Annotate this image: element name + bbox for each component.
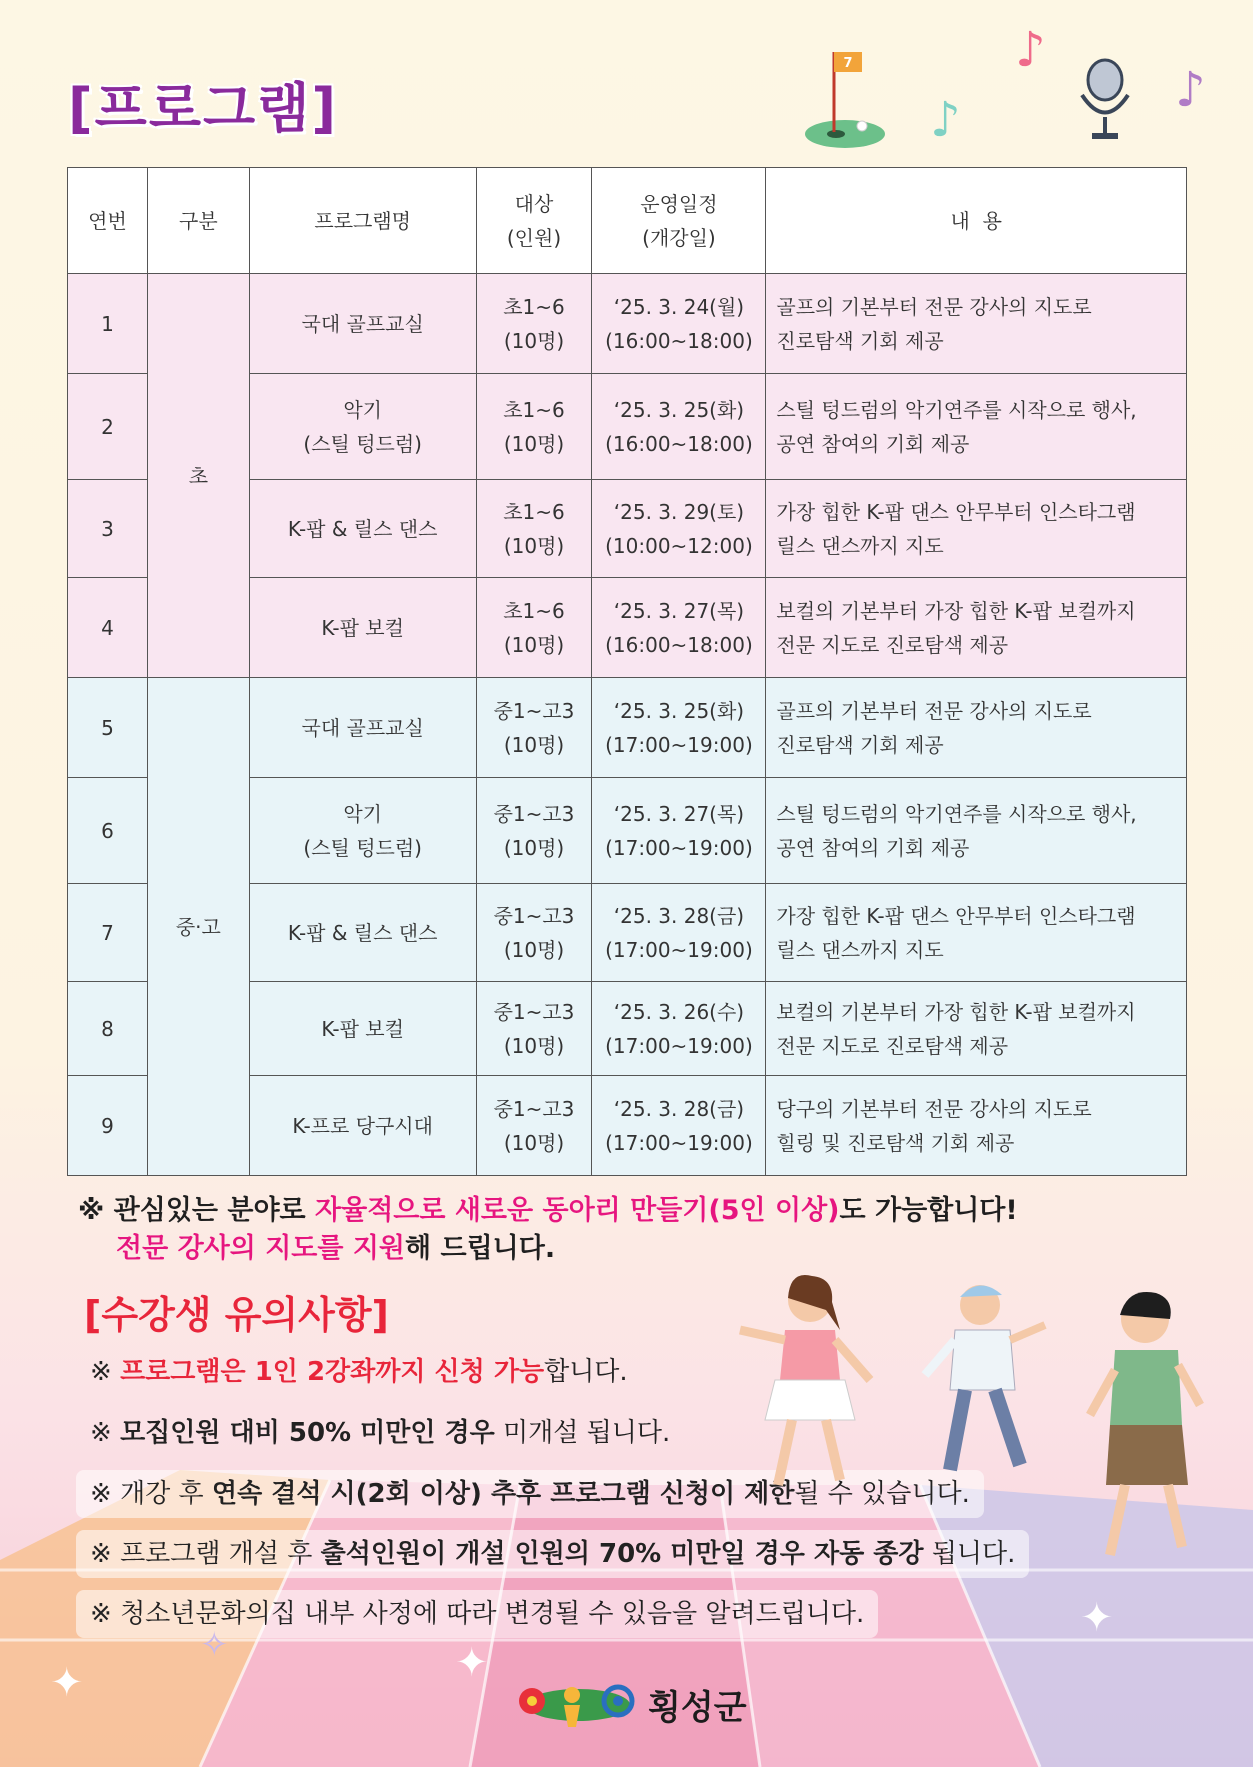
schedule: ‘25. 3. 24(월) (16:00~18:00)	[592, 274, 766, 374]
program-name: 악기 (스틸 텅드럼)	[249, 374, 476, 480]
dancer-boy-illustration	[1070, 1285, 1210, 1575]
header-target: 대상 (인원)	[476, 168, 592, 274]
group-middle-high: 중·고	[147, 678, 249, 1176]
table-row	[68, 274, 1187, 374]
program-name: K-팝 보컬	[249, 578, 476, 678]
notice-line-1: ※ 관심있는 분야로 자율적으로 새로운 동아리 만들기(5인 이상)도 가능합니다!	[78, 1195, 1018, 1226]
caution-item: ※ 프로그램 개설 후 출석인원이 개설 인원의 70% 미만일 경우 자동 종강 됩니다.	[76, 1530, 1029, 1578]
cautions-title: [수강생 유의사항]	[84, 1293, 389, 1337]
schedule: ‘25. 3. 26(수) (17:00~19:00)	[592, 982, 766, 1076]
row-no: 4	[68, 578, 148, 678]
header-content: 내 용	[766, 168, 1187, 274]
schedule: ‘25. 3. 27(목) (16:00~18:00)	[592, 578, 766, 678]
page-title: [프로그램]	[68, 77, 339, 140]
golf-flag-icon	[800, 48, 890, 153]
program-name: K-팝 & 릴스 댄스	[249, 884, 476, 982]
target: 중1~고3 (10명)	[476, 1076, 592, 1176]
sparkle-icon: ✦	[50, 1660, 84, 1706]
target: 초1~6 (10명)	[476, 374, 592, 480]
dancer-girl-illustration	[730, 1270, 890, 1510]
content: 보컬의 기본부터 가장 힙한 K-팝 보컬까지 전문 지도로 진로탐색 제공	[766, 982, 1187, 1076]
header-program-name: 프로그램명	[249, 168, 476, 274]
header-no: 연번	[68, 168, 148, 274]
program-name: 국대 골프교실	[249, 274, 476, 374]
table-header-row	[68, 168, 1187, 274]
program-table	[67, 167, 1187, 1176]
caution-item: ※ 모집인원 대비 50% 미만인 경우 미개설 됩니다.	[90, 1418, 671, 1448]
target: 초1~6 (10명)	[476, 274, 592, 374]
schedule: ‘25. 3. 25(화) (16:00~18:00)	[592, 374, 766, 480]
row-no: 5	[68, 678, 148, 778]
hoengseong-logo	[510, 1675, 640, 1733]
target: 중1~고3 (10명)	[476, 778, 592, 884]
club-notice	[78, 1192, 1018, 1268]
schedule: ‘25. 3. 27(목) (17:00~19:00)	[592, 778, 766, 884]
schedule: ‘25. 3. 28(금) (17:00~19:00)	[592, 884, 766, 982]
row-no: 2	[68, 374, 148, 480]
music-note-icon: ♪	[1015, 22, 1046, 78]
row-no: 8	[68, 982, 148, 1076]
target: 중1~고3 (10명)	[476, 884, 592, 982]
target: 중1~고3 (10명)	[476, 982, 592, 1076]
program-name: K-프로 당구시대	[249, 1076, 476, 1176]
target: 초1~6 (10명)	[476, 578, 592, 678]
program-name: 악기 (스틸 텅드럼)	[249, 778, 476, 884]
notice-line-2: 전문 강사의 지도를 지원해 드립니다.	[116, 1233, 556, 1264]
content: 당구의 기본부터 전문 강사의 지도로 힐링 및 진로탐색 기회 제공	[766, 1076, 1187, 1176]
content: 보컬의 기본부터 가장 힙한 K-팝 보컬까지 전문 지도로 진로탐색 제공	[766, 578, 1187, 678]
microphone-icon	[1070, 55, 1140, 145]
group-elementary: 초	[147, 274, 249, 678]
flag-number: 7	[843, 56, 853, 71]
schedule: ‘25. 3. 25(화) (17:00~19:00)	[592, 678, 766, 778]
sparkle-icon: ✦	[455, 1640, 489, 1686]
row-no: 6	[68, 778, 148, 884]
caution-item: ※ 프로그램은 1인 2강좌까지 신청 가능합니다.	[90, 1357, 628, 1387]
schedule: ‘25. 3. 28(금) (17:00~19:00)	[592, 1076, 766, 1176]
sparkle-icon: ✦	[1080, 1595, 1114, 1641]
program-name: K-팝 & 릴스 댄스	[249, 480, 476, 578]
header-schedule: 운영일정 (개강일)	[592, 168, 766, 274]
row-no: 7	[68, 884, 148, 982]
sparkle-icon: ✧	[200, 1625, 229, 1665]
row-no: 9	[68, 1076, 148, 1176]
content: 스틸 텅드럼의 악기연주를 시작으로 행사, 공연 참여의 기회 제공	[766, 374, 1187, 480]
dancer-boy-illustration	[910, 1275, 1050, 1485]
program-name: K-팝 보컬	[249, 982, 476, 1076]
header-category: 구분	[147, 168, 249, 274]
org-name: 횡성군	[648, 1688, 747, 1728]
caution-item: ※ 청소년문화의집 내부 사정에 따라 변경될 수 있음을 알려드립니다.	[76, 1590, 878, 1638]
content: 가장 힙한 K-팝 댄스 안무부터 인스타그램 릴스 댄스까지 지도	[766, 480, 1187, 578]
row-no: 1	[68, 274, 148, 374]
content: 스틸 텅드럼의 악기연주를 시작으로 행사, 공연 참여의 기회 제공	[766, 778, 1187, 884]
table-row	[68, 678, 1187, 778]
caution-item: ※ 개강 후 연속 결석 시(2회 이상) 추후 프로그램 신청이 제한될 수 있습니다.	[76, 1470, 984, 1518]
target: 초1~6 (10명)	[476, 480, 592, 578]
content: 골프의 기본부터 전문 강사의 지도로 진로탐색 기회 제공	[766, 274, 1187, 374]
schedule: ‘25. 3. 29(토) (10:00~12:00)	[592, 480, 766, 578]
music-note-icon: ♪	[930, 92, 961, 148]
content: 골프의 기본부터 전문 강사의 지도로 진로탐색 기회 제공	[766, 678, 1187, 778]
program-name: 국대 골프교실	[249, 678, 476, 778]
row-no: 3	[68, 480, 148, 578]
content: 가장 힙한 K-팝 댄스 안무부터 인스타그램 릴스 댄스까지 지도	[766, 884, 1187, 982]
music-note-icon: ♪	[1175, 62, 1206, 118]
target: 중1~고3 (10명)	[476, 678, 592, 778]
